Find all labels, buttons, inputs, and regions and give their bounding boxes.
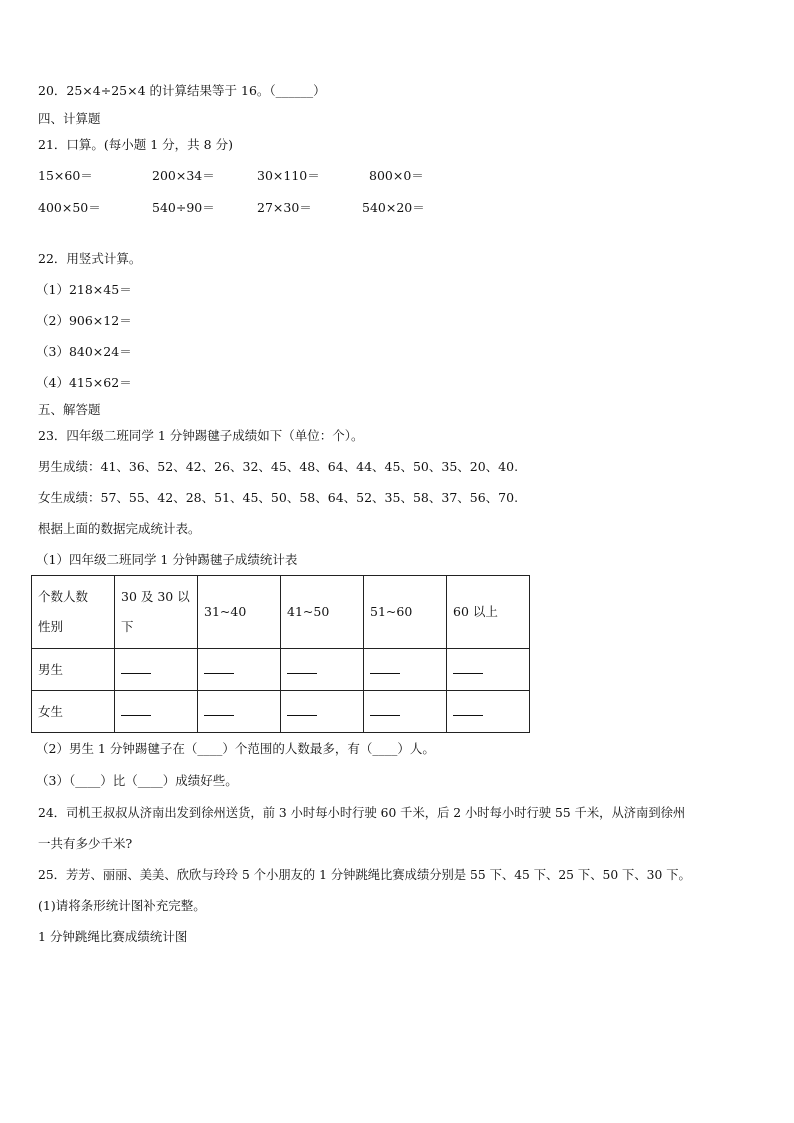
answer-blank-cell[interactable]: [281, 691, 364, 733]
oral-calc-item: 30×110＝: [257, 168, 320, 183]
answer-blank-cell[interactable]: [115, 691, 198, 733]
answer-blank-cell[interactable]: [364, 691, 447, 733]
question-24-line1: 24．司机王叔叔从济南出发到徐州送货，前 3 小时每小时行驶 60 千米，后 2 小时每小时行驶 55 千米，从济南到徐州: [38, 806, 686, 820]
table-corner-cell: [32, 576, 115, 649]
girls-scores: 女生成绩：57、55、42、28、51、45、50、58、64、52、35、58、37、56、70.: [38, 490, 519, 505]
oral-calc-item: 540÷90＝: [152, 200, 215, 215]
answer-blank-cell[interactable]: [447, 649, 530, 691]
table-row-girls: [32, 691, 530, 733]
table-header-cell: 51~60: [364, 576, 447, 649]
question-25-part1: (1)请将条形统计图补充完整。: [38, 898, 206, 913]
table-header-cell: [115, 576, 198, 649]
oral-calc-item: 400×50＝: [38, 200, 101, 215]
header-label-line1: 30 及 30 以: [121, 589, 190, 604]
corner-top-label: 个数人数: [38, 589, 89, 604]
oral-calc-item: 540×20＝: [362, 200, 425, 215]
answer-blank-cell[interactable]: [198, 691, 281, 733]
table-header-cell: 31~40: [198, 576, 281, 649]
question-23: 23．四年级二班同学 1 分钟踢毽子成绩如下（单位：个）。: [38, 428, 364, 443]
question-23-part3: （3）（____）比（____）成绩好些。: [36, 773, 238, 788]
answer-blank-cell[interactable]: [115, 649, 198, 691]
row-label: 男生: [32, 649, 115, 691]
header-label-line2: 下: [121, 619, 134, 634]
oral-calc-item: 15×60＝: [38, 168, 93, 183]
table-header-cell: 60 以上: [447, 576, 530, 649]
table-row-boys: [32, 649, 530, 691]
vertical-calc-item: （4）415×62＝: [36, 375, 132, 390]
statistics-table: [31, 575, 530, 733]
table-header-row: [32, 576, 530, 649]
vertical-calc-item: （2）906×12＝: [36, 313, 132, 328]
chart-caption: 1 分钟跳绳比赛成绩统计图: [38, 929, 188, 944]
answer-blank-cell[interactable]: [281, 649, 364, 691]
question-21: 21．口算。(每小题 1 分，共 8 分): [38, 137, 233, 152]
vertical-calc-item: （3）840×24＝: [36, 344, 132, 359]
question-25: 25．芳芳、丽丽、美美、欣欣与玲玲 5 个小朋友的 1 分钟跳绳比赛成绩分别是 55 下、45 下、25 下、50 下、30 下。: [38, 868, 691, 882]
question-22: 22．用竖式计算。: [38, 251, 142, 266]
answer-blank-cell[interactable]: [198, 649, 281, 691]
question-24-line2: 一共有多少千米?: [38, 836, 133, 851]
section-heading-calculation: 四、计算题: [38, 111, 101, 126]
table-instruction: 根据上面的数据完成统计表。: [38, 521, 201, 536]
section-heading-solve: 五、解答题: [38, 402, 101, 417]
question-23-part2: （2）男生 1 分钟踢毽子在（____）个范围的人数最多，有（____）人。: [36, 741, 435, 756]
table-header-cell: 41~50: [281, 576, 364, 649]
answer-blank-cell[interactable]: [447, 691, 530, 733]
corner-bottom-label: 性别: [38, 619, 64, 634]
oral-calc-item: 27×30＝: [257, 200, 312, 215]
oral-calc-item: 200×34＝: [152, 168, 215, 183]
table-caption: （1）四年级二班同学 1 分钟踢毽子成绩统计表: [36, 552, 298, 567]
oral-calc-item: 800×0＝: [369, 168, 424, 183]
row-label: 女生: [32, 691, 115, 733]
boys-scores: 男生成绩：41、36、52、42、26、32、45、48、64、44、45、50、35、20、40.: [38, 459, 519, 474]
vertical-calc-item: （1）218×45＝: [36, 282, 132, 297]
question-20: 20．25×4÷25×4 的计算结果等于 16。（______）: [38, 83, 326, 98]
answer-blank-cell[interactable]: [364, 649, 447, 691]
